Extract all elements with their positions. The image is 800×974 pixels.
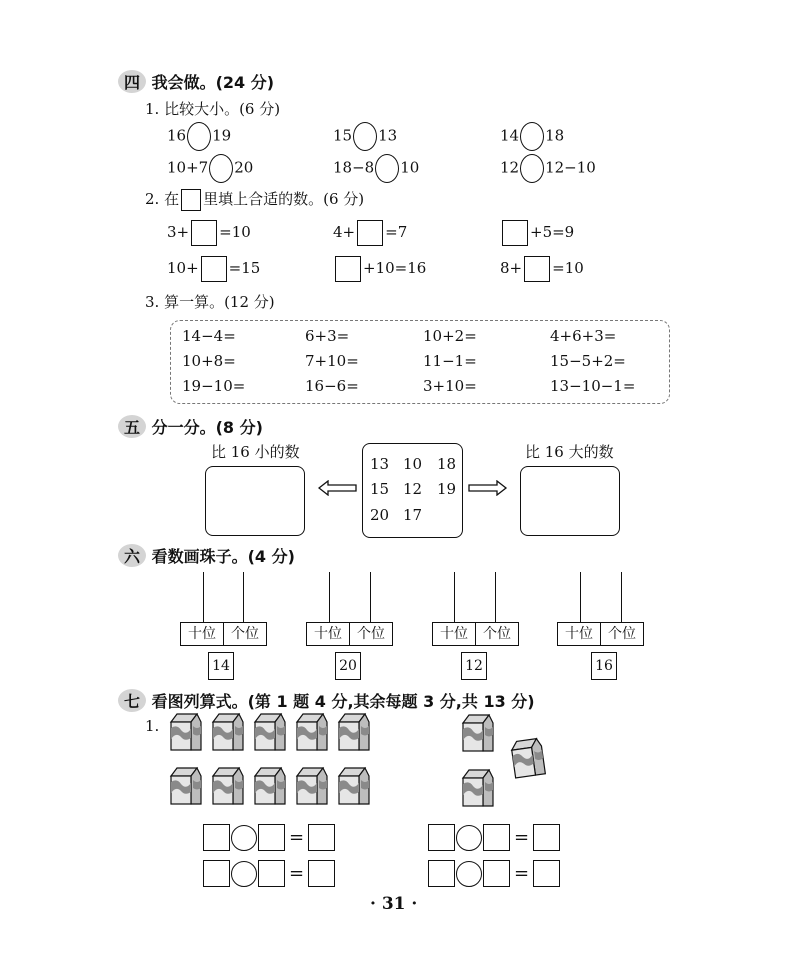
answer-box[interactable] xyxy=(428,824,455,851)
ones-label: 个位 xyxy=(475,623,518,645)
fill-item: +10=16 xyxy=(333,256,426,282)
milk-carton-icon xyxy=(251,766,289,806)
larger-numbers-box[interactable] xyxy=(520,466,620,536)
abacus-rod xyxy=(454,572,455,622)
milk-carton-icon xyxy=(335,712,373,752)
abacus-rod xyxy=(621,572,622,622)
milk-carton-icon xyxy=(167,712,205,752)
answer-circle[interactable] xyxy=(520,154,544,183)
pool-number: 12 xyxy=(403,480,423,498)
equation-row xyxy=(203,824,335,851)
pool-number: 15 xyxy=(370,480,390,498)
calc-item: 10+8= xyxy=(182,352,236,370)
compare-item: 15 13 xyxy=(333,122,397,151)
fill-item: 8+ =10 xyxy=(500,256,584,282)
abacus-base xyxy=(557,622,644,646)
abacus-rod xyxy=(203,572,204,622)
compare-item: 18−8 10 xyxy=(333,154,419,183)
calc-item: 4+6+3= xyxy=(550,327,617,345)
milk-carton-icon xyxy=(506,736,549,781)
calc-item: 3+10= xyxy=(423,377,477,395)
calc-item: 6+3= xyxy=(305,327,350,345)
section-number: 七 xyxy=(118,689,146,712)
left-arrow-icon xyxy=(318,480,358,496)
pool-number: 10 xyxy=(403,455,423,473)
abacus-rod xyxy=(495,572,496,622)
fill-item: +5=9 xyxy=(500,220,574,246)
pool-number: 19 xyxy=(437,480,457,498)
section-4-heading xyxy=(118,70,274,93)
left-box-label: 比 16 小的数 xyxy=(211,443,300,461)
answer-box[interactable] xyxy=(203,860,230,887)
section-title: 看数画珠子。(4 分) xyxy=(151,547,295,566)
compare-item: 10+7 20 xyxy=(167,154,253,183)
right-arrow-icon xyxy=(468,480,508,496)
answer-box[interactable] xyxy=(524,256,550,282)
milk-carton-icon xyxy=(251,712,289,752)
tens-label: 十位 xyxy=(565,626,593,642)
pool-number: 20 xyxy=(370,506,390,524)
equals-sign: = xyxy=(289,863,305,884)
equation-row xyxy=(428,824,560,851)
milk-carton-icon xyxy=(293,712,331,752)
answer-box[interactable] xyxy=(201,256,227,282)
equals-sign: = xyxy=(514,863,530,884)
milk-carton-icon xyxy=(209,766,247,806)
compare-item: 14 18 xyxy=(500,122,564,151)
operator-circle[interactable] xyxy=(231,825,257,851)
section-number: 五 xyxy=(118,415,146,438)
section-number: 四 xyxy=(118,70,146,93)
answer-box[interactable] xyxy=(308,824,335,851)
answer-box[interactable] xyxy=(428,860,455,887)
fill-item: 3+ =10 xyxy=(167,220,251,246)
answer-circle[interactable] xyxy=(353,122,377,151)
equation-row xyxy=(203,860,335,887)
compare-item: 12 12−10 xyxy=(500,154,596,183)
section-title: 分一分。(8 分) xyxy=(151,418,263,437)
abacus-base xyxy=(432,622,519,646)
question-1-label: 1. xyxy=(145,717,160,735)
tens-label: 十位 xyxy=(314,626,342,642)
question-3-label: 3. 算一算。(12 分) xyxy=(145,293,275,311)
compare-item: 16 19 xyxy=(167,122,231,151)
right-box-label: 比 16 大的数 xyxy=(525,443,614,461)
fill-item: 10+ =15 xyxy=(167,256,260,282)
pool-number: 17 xyxy=(403,506,423,524)
milk-carton-icon xyxy=(293,766,331,806)
ones-label: 个位 xyxy=(349,623,392,645)
question-1-label: 1. 比较大小。(6 分) xyxy=(145,100,281,118)
abacus-base xyxy=(306,622,393,646)
answer-circle[interactable] xyxy=(209,154,233,183)
equals-sign: = xyxy=(514,827,530,848)
calc-item: 16−6= xyxy=(305,377,359,395)
calc-item: 7+10= xyxy=(305,352,359,370)
abacus-rod xyxy=(329,572,330,622)
operator-circle[interactable] xyxy=(456,861,482,887)
milk-carton-icon xyxy=(209,712,247,752)
fill-item: 4+ =7 xyxy=(333,220,407,246)
answer-box[interactable] xyxy=(258,824,285,851)
answer-box[interactable] xyxy=(483,860,510,887)
answer-box[interactable] xyxy=(335,256,361,282)
section-6-heading xyxy=(118,544,295,567)
section-title: 我会做。(24 分) xyxy=(151,73,275,92)
blank-box-icon xyxy=(181,189,201,211)
milk-carton-icon xyxy=(167,766,205,806)
pool-number: 18 xyxy=(437,455,457,473)
calc-item: 10+2= xyxy=(423,327,477,345)
calc-item: 19−10= xyxy=(182,377,246,395)
answer-box[interactable] xyxy=(258,860,285,887)
calc-item: 13−10−1= xyxy=(550,377,636,395)
pool-number: 13 xyxy=(370,455,390,473)
ones-label: 个位 xyxy=(600,623,643,645)
operator-circle[interactable] xyxy=(456,825,482,851)
answer-circle[interactable] xyxy=(375,154,399,183)
equation-row xyxy=(428,860,560,887)
answer-box[interactable] xyxy=(203,824,230,851)
equals-sign: = xyxy=(289,827,305,848)
calc-item: 11−1= xyxy=(423,352,477,370)
answer-box[interactable] xyxy=(308,860,335,887)
answer-box[interactable] xyxy=(502,220,528,246)
abacus-value: 16 xyxy=(591,652,617,680)
operator-circle[interactable] xyxy=(231,861,257,887)
answer-box[interactable] xyxy=(533,824,560,851)
answer-box[interactable] xyxy=(483,824,510,851)
answer-circle[interactable] xyxy=(520,122,544,151)
section-number: 六 xyxy=(118,544,146,567)
page-number: · 31 · xyxy=(370,894,418,914)
abacus-value: 12 xyxy=(461,652,487,680)
answer-box[interactable] xyxy=(357,220,383,246)
smaller-numbers-box[interactable] xyxy=(205,466,305,536)
section-5-heading xyxy=(118,415,263,438)
answer-box[interactable] xyxy=(533,860,560,887)
calc-item: 14−4= xyxy=(182,327,236,345)
tens-label: 十位 xyxy=(440,626,468,642)
calc-item: 15−5+2= xyxy=(550,352,626,370)
ones-label: 个位 xyxy=(223,623,266,645)
milk-carton-icon xyxy=(459,768,497,808)
abacus-value: 14 xyxy=(208,652,234,680)
milk-carton-icon xyxy=(459,713,497,753)
answer-circle[interactable] xyxy=(187,122,211,151)
abacus-rod xyxy=(580,572,581,622)
abacus-rod xyxy=(370,572,371,622)
milk-carton-icon xyxy=(335,766,373,806)
answer-box[interactable] xyxy=(191,220,217,246)
question-2-label: 2. 在 里填上合适的数。(6 分) xyxy=(145,188,364,211)
abacus-rod xyxy=(243,572,244,622)
section-7-heading xyxy=(118,689,535,712)
section-title: 看图列算式。(第 1 题 4 分,其余每题 3 分,共 13 分) xyxy=(151,692,535,711)
tens-label: 十位 xyxy=(188,626,216,642)
abacus-value: 20 xyxy=(335,652,361,680)
abacus-base xyxy=(180,622,267,646)
